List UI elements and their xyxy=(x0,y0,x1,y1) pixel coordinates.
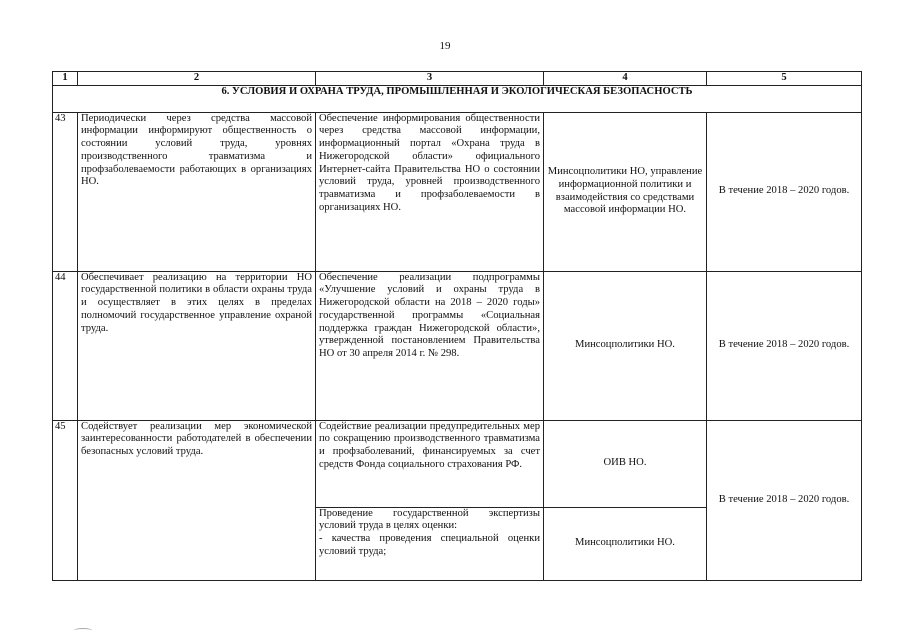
row-responsible: Минсоцполитики НО. xyxy=(544,271,707,420)
row-function: Содействует реализации мер экономической заинтересованности работодателей в обеспечении безопасных условий труда. xyxy=(78,420,316,580)
row-period: В течение 2018 – 2020 годов. xyxy=(707,271,862,420)
header-col-3: 3 xyxy=(316,72,544,86)
table-row xyxy=(53,420,862,507)
row-action: Содействие реализации предупредительных мер по сокращению производственного травматизма и профзаболеваний, финансируемых за счет средств Фонда социального страхования РФ. xyxy=(316,420,544,507)
scan-mark xyxy=(74,628,92,633)
section-row xyxy=(53,85,862,112)
row-number: 44 xyxy=(53,271,78,420)
row-function: Обеспечивает реализацию на территории НО государственной политики в области охраны труда и осуществляет в этих целях в пределах полномочий государственное управление охраной труда. xyxy=(78,271,316,420)
table-row xyxy=(53,271,862,420)
row-number: 45 xyxy=(53,420,78,580)
table-row xyxy=(53,112,862,271)
row-action: Обеспечение информирования общественности через средства массовой информации, информационный портал «Охрана труда в Нижегородской области» официального Интернет-сайта Правительства НО о состоянии условий труда, уровней производственного травматизма и профзаболеваемости в организациях НО. xyxy=(316,112,544,271)
row-period: В течение 2018 – 2020 годов. xyxy=(707,420,862,580)
row-responsible-secondary: Минсоцполитики НО. xyxy=(544,507,707,580)
header-col-5: 5 xyxy=(707,72,862,86)
header-col-1: 1 xyxy=(53,72,78,86)
row-period: В течение 2018 – 2020 годов. xyxy=(707,112,862,271)
page-number: 19 xyxy=(439,40,451,52)
row-action: Обеспечение реализации подпрограммы «Улучшение условий и охраны труда в Нижегородской области на 2018 – 2020 годы» государственной программы «Социальная поддержка граждан Нижегородской области», утвержденной постановлением Правительства НО от 30 апреля 2014 г. № 298. xyxy=(316,271,544,420)
header-col-2: 2 xyxy=(78,72,316,86)
header-row xyxy=(53,72,862,86)
row-responsible: ОИВ НО. xyxy=(544,420,707,507)
row-action-secondary: Проведение государственной экспертизы условий труда в целях оценки: - качества проведения специальной оценки условий труда; xyxy=(316,507,544,580)
row-number: 43 xyxy=(53,112,78,271)
header-col-4: 4 xyxy=(544,72,707,86)
row-responsible: Минсоцполитики НО, управление информационной политики и взаимодействия со средствами массовой информации НО. xyxy=(544,112,707,271)
row-function: Периодически через средства массовой информации информируют общественность о состоянии условий труда, уровнях производственного травматизма и профзаболеваемости работающих в организациях НО. xyxy=(78,112,316,271)
measures-table xyxy=(52,71,862,581)
section-title: 6. УСЛОВИЯ И ОХРАНА ТРУДА, ПРОМЫШЛЕННАЯ И ЭКОЛОГИЧЕСКАЯ БЕЗОПАСНОСТЬ xyxy=(53,85,862,112)
